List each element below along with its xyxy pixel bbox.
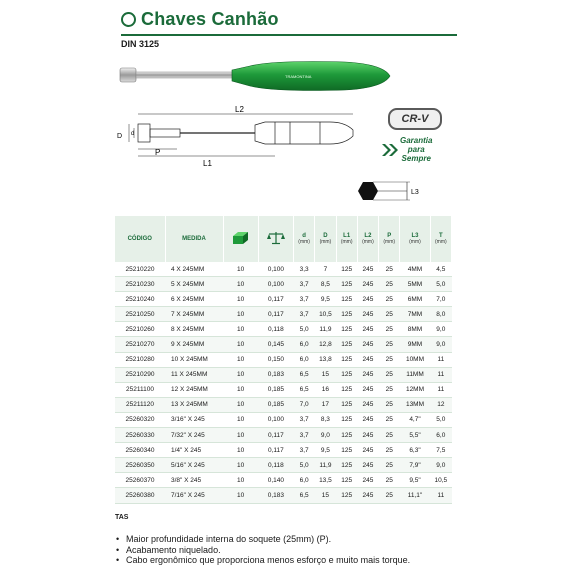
table-cell: 0,140 [258,473,293,488]
table-cell: 245 [357,397,378,412]
col-code: CÓDIGO [115,216,165,262]
table-cell: 5,5" [400,428,430,443]
table-cell: 6,0 [294,473,315,488]
table-cell: 8 X 245MM [165,322,223,337]
l3-label: L3 [411,189,419,196]
table-cell: 11 [430,367,451,382]
table-cell: 6,0 [430,428,451,443]
table-cell: 6 X 245MM [165,292,223,307]
table-row [115,428,452,443]
table-cell: 125 [336,337,357,352]
table-cell: 9,5" [400,473,430,488]
table-cell: 7/32" X 245 [165,428,223,443]
feature-item: • Maior profundidade interna do soquete (25mm) (P). [126,534,410,545]
table-cell: 25 [379,292,400,307]
table-cell: 10 [223,412,258,427]
table-cell: 3,3 [294,262,315,277]
table-cell: 6MM [400,292,430,307]
table-cell: 3,7 [294,443,315,458]
table-cell: 125 [336,443,357,458]
table-cell: 125 [336,428,357,443]
table-cell: 0,183 [258,367,293,382]
table-cell: 125 [336,473,357,488]
table-cell: 6,5 [294,488,315,503]
table-row [115,262,452,277]
table-cell: 25260340 [115,443,165,458]
title-circle-icon [121,12,136,27]
table-cell: 245 [357,382,378,397]
table-cell: 25210280 [115,352,165,367]
table-cell: 10 [223,458,258,473]
table-cell: 25 [379,473,400,488]
table-cell: 25 [379,412,400,427]
table-cell: 125 [336,292,357,307]
col-l3: L3 (mm) [400,216,430,262]
table-cell: 25 [379,443,400,458]
table-cell: 25 [379,322,400,337]
table-cell: 5,0 [294,458,315,473]
table-cell: 0,117 [258,292,293,307]
table-cell: 25210290 [115,367,165,382]
table-cell: 25210270 [115,337,165,352]
table-cell: 10 [223,337,258,352]
table-cell: 125 [336,262,357,277]
table-cell: 125 [336,488,357,503]
table-cell: 8,5 [315,277,336,292]
table-cell: 9 X 245MM [165,337,223,352]
table-cell: 8,3 [315,412,336,427]
table-cell: 9,0 [315,428,336,443]
scale-icon [266,231,286,245]
table-cell: 6,0 [294,337,315,352]
table-cell: 4MM [400,262,430,277]
table-cell: 10 [223,262,258,277]
table-cell: 6,5 [294,367,315,382]
table-cell: 10 X 245MM [165,352,223,367]
col-size: MEDIDA [165,216,223,262]
table-cell: 7 X 245MM [165,307,223,322]
table-cell: 245 [357,292,378,307]
table-row [115,292,452,307]
table-cell: 10 [223,443,258,458]
guarantee-text: Garantia para Sempre [400,136,433,163]
table-cell: 245 [357,367,378,382]
table-cell: 11,9 [315,322,336,337]
col-t: T (mm) [430,216,451,262]
table-row [115,277,452,292]
table-cell: 11 X 245MM [165,367,223,382]
table-cell: 0,118 [258,458,293,473]
table-cell: 25 [379,337,400,352]
shaft [136,72,232,78]
table-cell: 245 [357,473,378,488]
table-row [115,382,452,397]
p-label: P [155,148,161,157]
table-cell: 25210240 [115,292,165,307]
table-cell: 245 [357,307,378,322]
table-cell: 25 [379,428,400,443]
table-cell: 7 [315,262,336,277]
table-cell: 9,0 [430,458,451,473]
table-cell: 25 [379,488,400,503]
table-cell: 6,5 [294,382,315,397]
table-cell: 15 [315,488,336,503]
table-cell: 5,0 [294,322,315,337]
table-cell: 10 [223,488,258,503]
table-cell: 25 [379,458,400,473]
footer-tag: TAS [115,514,129,521]
table-cell: 25210260 [115,322,165,337]
chevron-double-icon [380,141,400,159]
col-p: P (mm) [379,216,400,262]
table-cell: 3/16" X 245 [165,412,223,427]
feature-item: • Cabo ergonômico que proporciona menos esforço e muito mais torque. [126,555,410,566]
l1-label: L1 [203,159,212,168]
table-cell: 10 [223,397,258,412]
table-cell: 25211120 [115,397,165,412]
table-cell: 7,0 [294,397,315,412]
socket-head [120,68,136,82]
page-title: Chaves Canhão [141,9,279,29]
table-cell: 6,0 [294,352,315,367]
table-row [115,322,452,337]
table-cell: 12 X 245MM [165,382,223,397]
screwdriver-photo [115,54,415,104]
table-row [115,458,452,473]
l2-label: L2 [235,105,244,114]
col-d-small: d (mm) [294,216,315,262]
table-cell: 7,5 [430,443,451,458]
table-cell: 10 [223,307,258,322]
table-cell: 10 [223,292,258,307]
table-cell: 10MM [400,352,430,367]
table-cell: 25260330 [115,428,165,443]
table-cell: 13,8 [315,352,336,367]
table-cell: 1/4" X 245 [165,443,223,458]
table-cell: 0,183 [258,488,293,503]
col-l2: L2 (mm) [357,216,378,262]
table-row [115,367,452,382]
table-cell: 7MM [400,307,430,322]
table-row [115,352,452,367]
table-cell: 11 [430,488,451,503]
table-cell: 25 [379,262,400,277]
table-cell: 10 [223,277,258,292]
table-cell: 245 [357,277,378,292]
table-cell: 0,150 [258,352,293,367]
table-cell: 10,5 [430,473,451,488]
table-cell: 125 [336,352,357,367]
table-row [115,443,452,458]
table-cell: 25211100 [115,382,165,397]
table-cell: 9,0 [430,337,451,352]
table-cell: 25 [379,382,400,397]
table-cell: 245 [357,322,378,337]
table-cell: 0,185 [258,397,293,412]
table-cell: 0,118 [258,322,293,337]
table-cell: 25 [379,277,400,292]
table-cell: 125 [336,277,357,292]
table-cell: 25210220 [115,262,165,277]
table-row [115,307,452,322]
col-l1: L1 (mm) [336,216,357,262]
table-cell: 0,117 [258,428,293,443]
table-cell: 10 [223,473,258,488]
table-cell: 25210230 [115,277,165,292]
table-cell: 25 [379,367,400,382]
table-cell: 10 [223,428,258,443]
table-cell: 9,5 [315,443,336,458]
table-cell: 0,145 [258,337,293,352]
table-cell: 13 X 245MM [165,397,223,412]
table-cell: 3,7 [294,428,315,443]
table-row [115,337,452,352]
table-cell: 11 [430,352,451,367]
table-row [115,488,452,503]
table-cell: 0,100 [258,277,293,292]
table-cell: 245 [357,458,378,473]
crv-badge: CR-V [388,108,442,130]
table-cell: 9MM [400,337,430,352]
table-cell: 245 [357,488,378,503]
table-cell: 10 [223,352,258,367]
table-cell: 10,5 [315,307,336,322]
table-cell: 5,0 [430,412,451,427]
table-cell: 0,185 [258,382,293,397]
small-d-label: d [131,131,135,137]
table-cell: 16 [315,382,336,397]
table-cell: 245 [357,443,378,458]
table-cell: 125 [336,322,357,337]
col-d-big: D (mm) [315,216,336,262]
table-cell: 125 [336,397,357,412]
table-cell: 0,100 [258,262,293,277]
table-cell: 13,5 [315,473,336,488]
feature-item: • Acabamento niquelado. [126,545,410,556]
standard-label: DIN 3125 [121,39,160,49]
table-cell: 0,117 [258,443,293,458]
table-cell: 5/16" X 245 [165,458,223,473]
handle-brand-text: TRAMONTINA [285,74,312,79]
table-cell: 25260320 [115,412,165,427]
table-row [115,397,452,412]
table-cell: 3,7 [294,412,315,427]
big-d-label: D [117,133,123,140]
table-cell: 7/16" X 245 [165,488,223,503]
table-cell: 25210250 [115,307,165,322]
table-cell: 3,7 [294,277,315,292]
col-weight [258,216,293,262]
footer-notes [115,514,410,566]
table-cell: 125 [336,458,357,473]
table-cell: 11MM [400,367,430,382]
table-cell: 4 X 245MM [165,262,223,277]
table-cell: 245 [357,262,378,277]
table-cell: 125 [336,307,357,322]
table-cell: 9,5 [315,292,336,307]
col-pack-qty [223,216,258,262]
table-cell: 25 [379,352,400,367]
table-cell: 12,8 [315,337,336,352]
table-cell: 4,7" [400,412,430,427]
spec-table-body [115,262,452,503]
dimension-drawing [115,100,365,170]
table-cell: 7,0 [430,292,451,307]
table-cell: 25260380 [115,488,165,503]
hex-icon [358,182,378,200]
table-cell: 10 [223,382,258,397]
table-cell: 12 [430,397,451,412]
table-cell: 125 [336,382,357,397]
table-cell: 3/8" X 245 [165,473,223,488]
table-cell: 125 [336,412,357,427]
box-icon [231,231,251,245]
table-row [115,473,452,488]
table-cell: 0,117 [258,307,293,322]
table-cell: 8MM [400,322,430,337]
table-cell: 13MM [400,397,430,412]
table-cell: 10 [223,322,258,337]
table-cell: 6,3" [400,443,430,458]
table-cell: 15 [315,367,336,382]
table-cell: 245 [357,337,378,352]
table-cell: 10 [223,367,258,382]
table-header-row [115,216,452,262]
table-cell: 8,0 [430,307,451,322]
guarantee-badge [380,136,460,163]
table-cell: 11,1" [400,488,430,503]
table-cell: 12MM [400,382,430,397]
table-cell: 17 [315,397,336,412]
table-cell: 245 [357,412,378,427]
feature-list [115,534,410,566]
table-cell: 245 [357,352,378,367]
table-cell: 125 [336,367,357,382]
page-header [121,9,279,30]
table-cell: 25260350 [115,458,165,473]
table-cell: 4,5 [430,262,451,277]
table-cell: 0,100 [258,412,293,427]
table-cell: 25 [379,307,400,322]
table-cell: 25 [379,397,400,412]
title-divider [121,34,457,36]
table-cell: 5MM [400,277,430,292]
hex-detail-drawing [352,176,432,206]
table-cell: 11 [430,382,451,397]
table-cell: 25260370 [115,473,165,488]
table-cell: 11,9 [315,458,336,473]
table-row [115,412,452,427]
table-cell: 5,0 [430,277,451,292]
table-cell: 5 X 245MM [165,277,223,292]
table-cell: 3,7 [294,292,315,307]
badges [380,108,460,163]
table-cell: 3,7 [294,307,315,322]
table-cell: 245 [357,428,378,443]
table-cell: 9,0 [430,322,451,337]
spec-table [115,216,452,504]
table-cell: 7,9" [400,458,430,473]
